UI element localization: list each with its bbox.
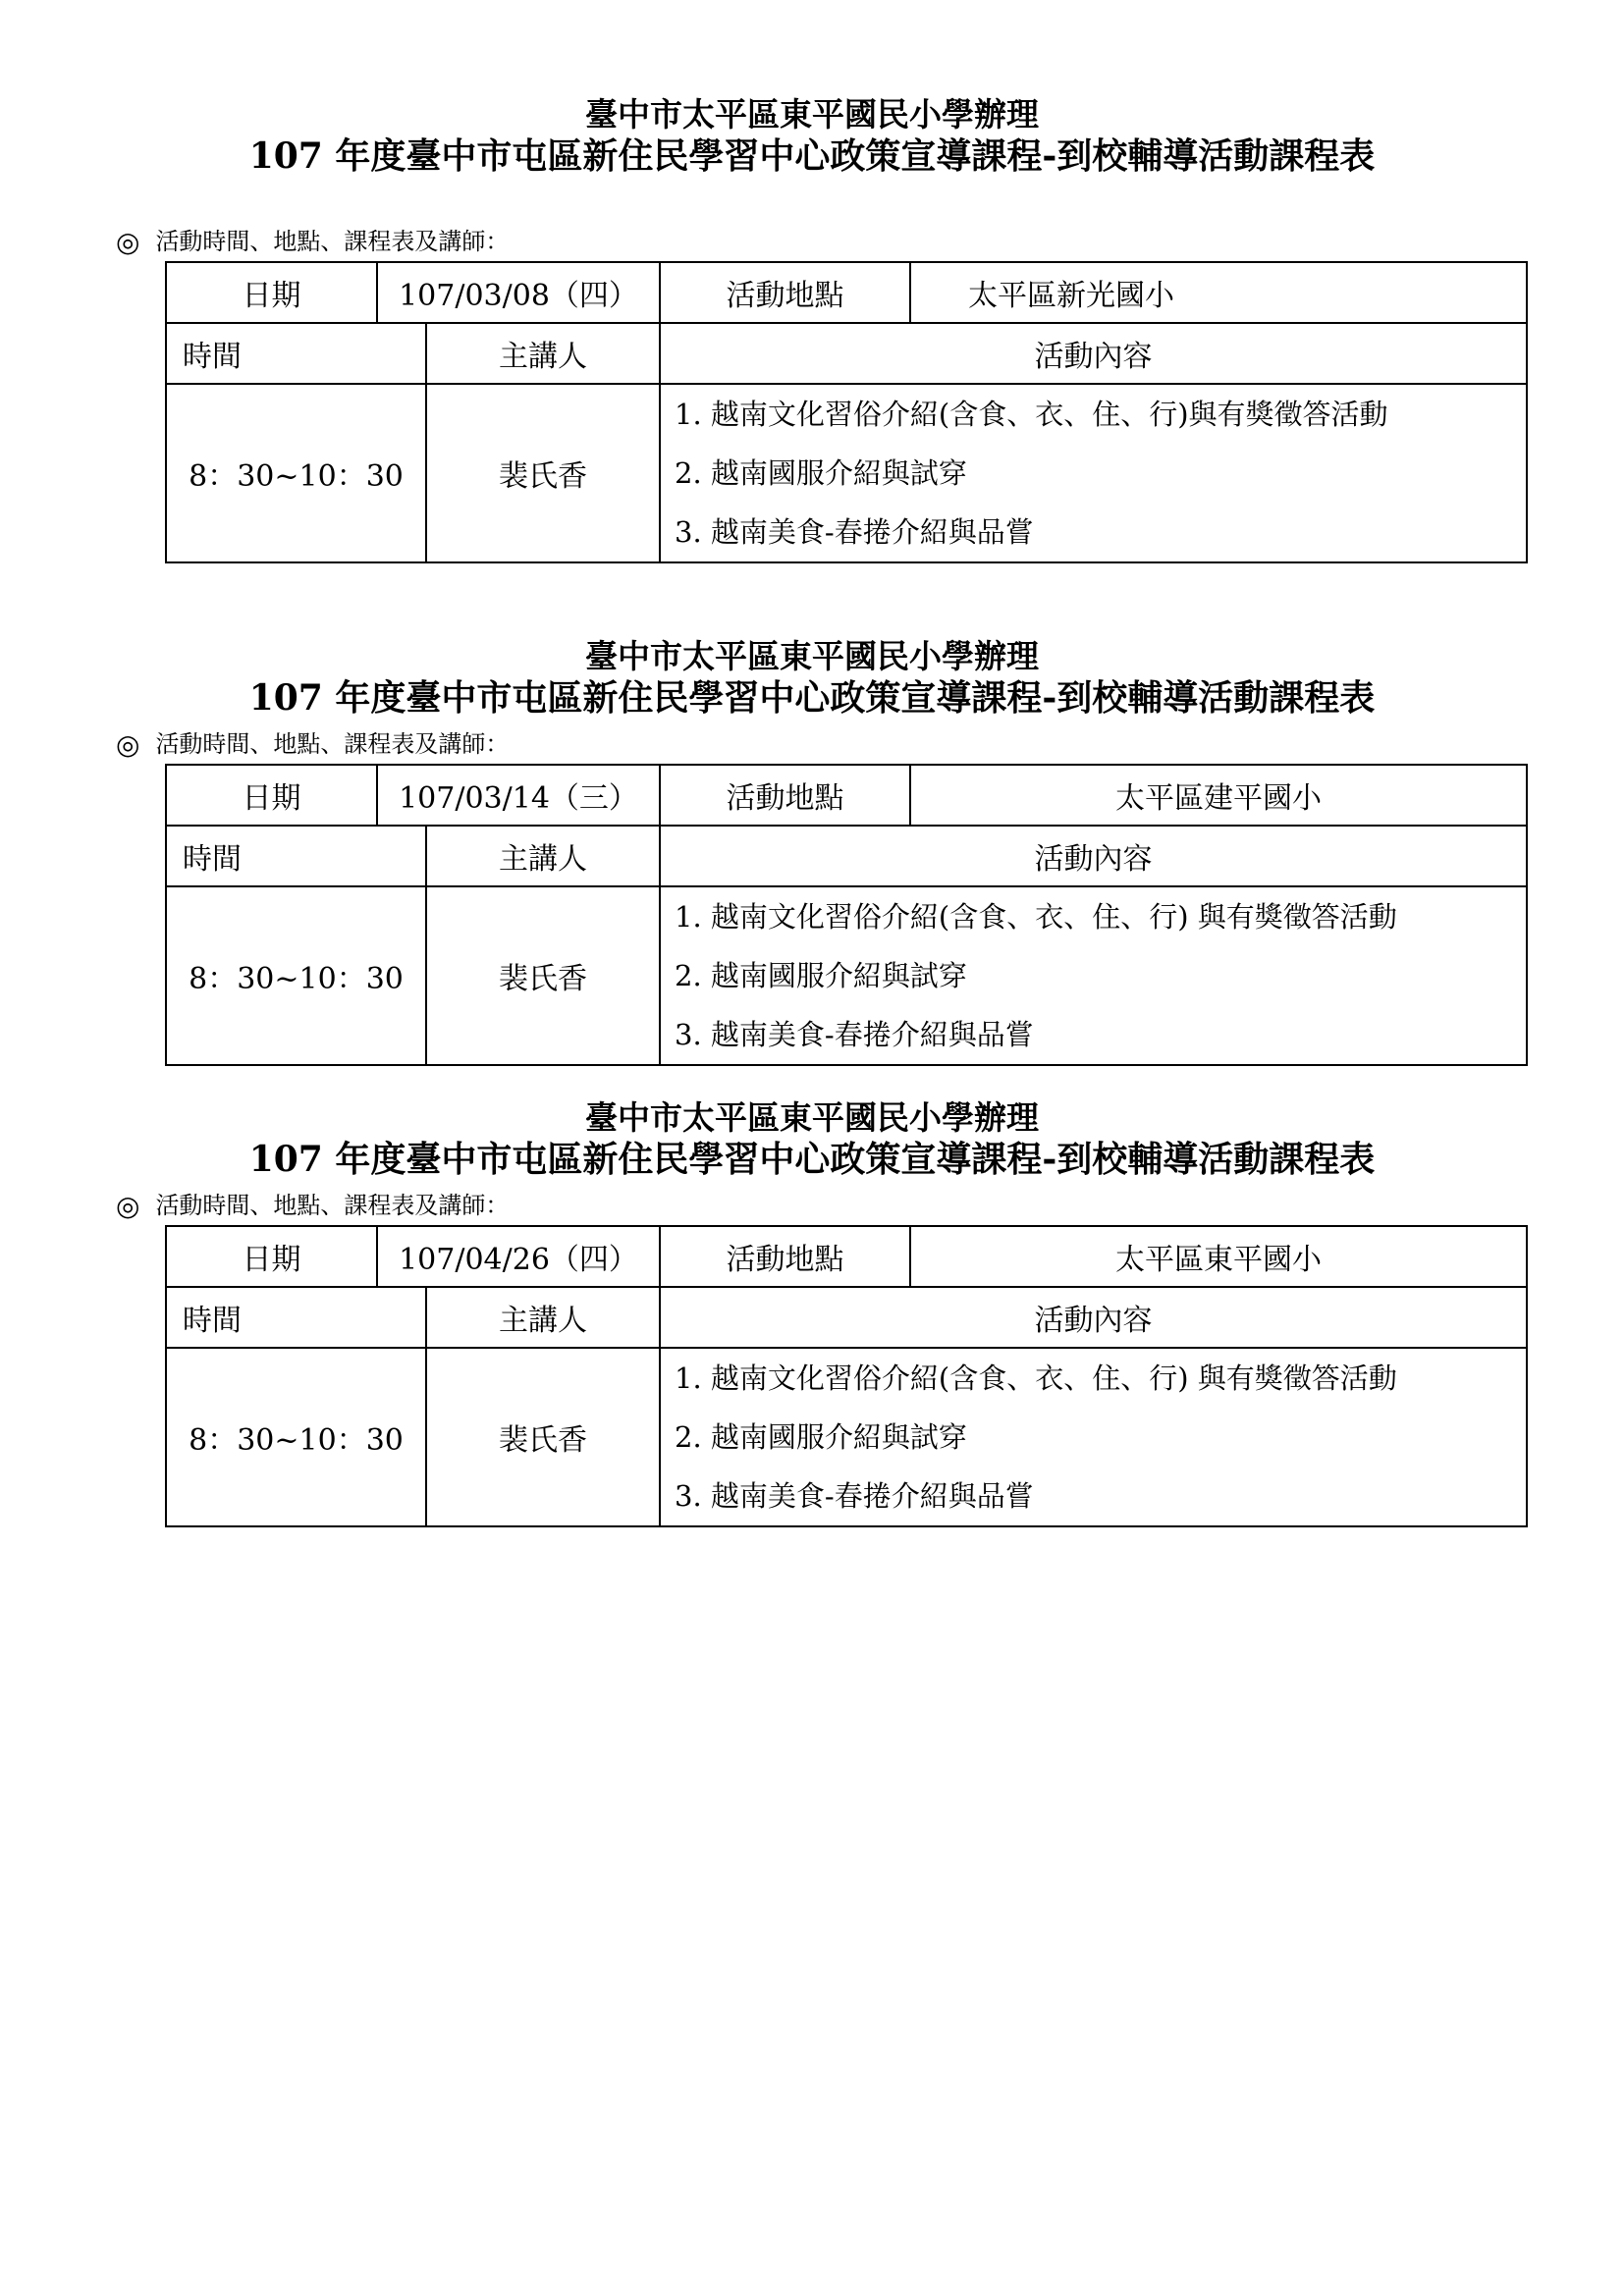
double-circle-icon: ◎ xyxy=(116,728,140,761)
location-label: 活動地點 xyxy=(660,765,910,826)
section-title-line2: 107 年度臺中市屯區新住民學習中心政策宣導課程-到校輔導活動課程表 xyxy=(248,1139,1376,1180)
table-row-session xyxy=(166,886,1527,1065)
content-item: 3. 越南美食-春捲介紹與品嘗 xyxy=(675,1018,1034,1051)
location-value: 太平區建平國小 xyxy=(910,765,1527,826)
content-item: 3. 越南美食-春捲介紹與品嘗 xyxy=(675,1479,1034,1513)
table-row-session xyxy=(166,384,1527,562)
table-row-date-location xyxy=(166,765,1527,826)
date-label: 日期 xyxy=(166,1226,377,1287)
time-value: 8：30~10：30 xyxy=(166,1348,426,1526)
table-row-date-location xyxy=(166,262,1527,323)
content-item: 1. 越南文化習俗介紹(含食、衣、住、行)與有獎徵答活動 xyxy=(675,398,1388,431)
double-circle-icon: ◎ xyxy=(116,226,140,258)
section-note xyxy=(116,1190,510,1222)
date-label: 日期 xyxy=(166,262,377,323)
schedule-table xyxy=(165,764,1528,1066)
time-header: 時間 xyxy=(166,323,426,384)
time-value: 8：30~10：30 xyxy=(166,384,426,562)
section-note xyxy=(116,226,510,258)
speaker-header: 主講人 xyxy=(426,826,660,886)
schedule-table xyxy=(165,261,1528,563)
section-title-line1: 臺中市太平區東平國民小學辦理 xyxy=(585,95,1039,133)
speaker-header: 主講人 xyxy=(426,1287,660,1348)
section-title-line1: 臺中市太平區東平國民小學辦理 xyxy=(585,637,1039,675)
content-item: 2. 越南國服介紹與試穿 xyxy=(675,456,967,490)
date-value: 107/03/08（四） xyxy=(377,262,660,323)
location-label: 活動地點 xyxy=(660,262,910,323)
date-value: 107/04/26（四） xyxy=(377,1226,660,1287)
table-row-date-location xyxy=(166,1226,1527,1287)
note-text: 活動時間、地點、課程表及講師： xyxy=(155,1192,510,1219)
table-row-headers xyxy=(166,323,1527,384)
location-value: 太平區東平國小 xyxy=(910,1226,1527,1287)
content-item: 3. 越南美食-春捲介紹與品嘗 xyxy=(675,515,1034,549)
time-header: 時間 xyxy=(166,826,426,886)
section-title-line2: 107 年度臺中市屯區新住民學習中心政策宣導課程-到校輔導活動課程表 xyxy=(248,677,1376,719)
table-row-headers xyxy=(166,826,1527,886)
speaker-header: 主講人 xyxy=(426,323,660,384)
double-circle-icon: ◎ xyxy=(116,1190,140,1222)
note-text: 活動時間、地點、課程表及講師： xyxy=(155,730,510,758)
location-value: 太平區新光國小 xyxy=(910,262,1527,323)
note-text: 活動時間、地點、課程表及講師： xyxy=(155,228,510,255)
speaker-value: 裴氏香 xyxy=(426,384,660,562)
content-header: 活動內容 xyxy=(660,1287,1527,1348)
date-label: 日期 xyxy=(166,765,377,826)
content-item: 2. 越南國服介紹與試穿 xyxy=(675,959,967,992)
speaker-value: 裴氏香 xyxy=(426,886,660,1065)
content-list xyxy=(660,384,1527,562)
content-item: 1. 越南文化習俗介紹(含食、衣、住、行) 與有獎徵答活動 xyxy=(675,1362,1397,1395)
content-item: 2. 越南國服介紹與試穿 xyxy=(675,1420,967,1454)
speaker-value: 裴氏香 xyxy=(426,1348,660,1526)
section-title-line1: 臺中市太平區東平國民小學辦理 xyxy=(585,1098,1039,1137)
content-header: 活動內容 xyxy=(660,323,1527,384)
location-label: 活動地點 xyxy=(660,1226,910,1287)
table-row-session xyxy=(166,1348,1527,1526)
content-item: 1. 越南文化習俗介紹(含食、衣、住、行) 與有獎徵答活動 xyxy=(675,900,1397,934)
time-value: 8：30~10：30 xyxy=(166,886,426,1065)
date-value: 107/03/14（三） xyxy=(377,765,660,826)
time-header: 時間 xyxy=(166,1287,426,1348)
section-title-line2: 107 年度臺中市屯區新住民學習中心政策宣導課程-到校輔導活動課程表 xyxy=(248,135,1376,177)
content-list xyxy=(660,1348,1527,1526)
schedule-table xyxy=(165,1225,1528,1527)
content-list xyxy=(660,886,1527,1065)
table-row-headers xyxy=(166,1287,1527,1348)
content-header: 活動內容 xyxy=(660,826,1527,886)
section-note xyxy=(116,728,510,761)
